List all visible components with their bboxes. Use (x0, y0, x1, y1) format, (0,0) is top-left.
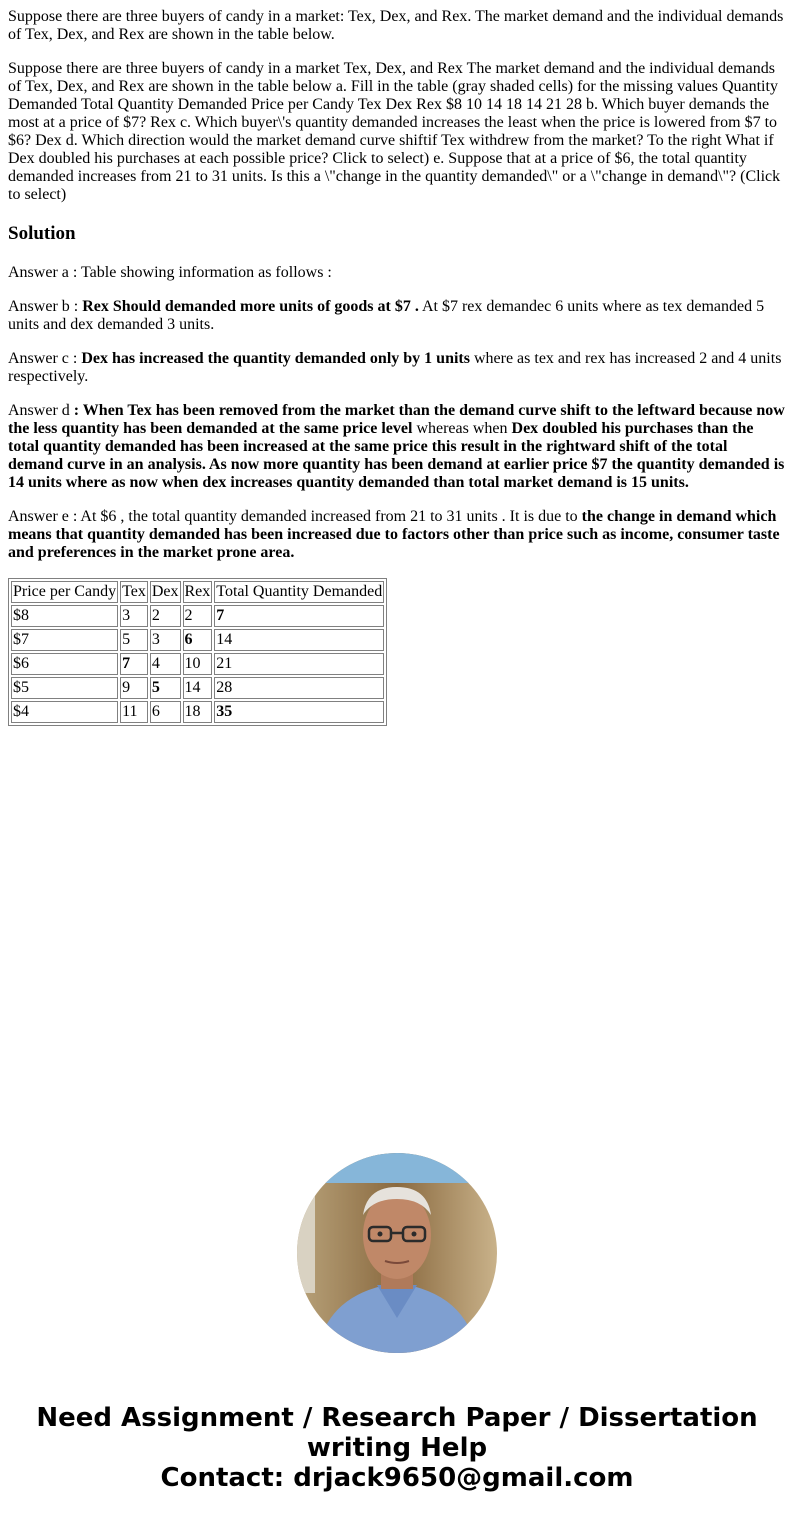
cell: 3 (120, 605, 148, 627)
table-row (11, 629, 384, 651)
cell-bold: 7 (216, 607, 225, 624)
answer-c-rest: where as tex and rex has increased 2 and 4 units respectively. (8, 350, 782, 385)
table-row (11, 701, 384, 723)
table-row (11, 605, 384, 627)
cell-bold: 5 (151, 679, 160, 696)
header-total: Total Quantity Demanded (214, 581, 384, 603)
cell: 21 (214, 653, 384, 675)
header-tex: Tex (120, 581, 148, 603)
cell-bold: 6 (184, 631, 193, 648)
header-price: Price per Candy (11, 581, 118, 603)
cell: 28 (214, 677, 384, 699)
answer-b (8, 298, 786, 334)
header-dex: Dex (150, 581, 181, 603)
header-rex: Rex (183, 581, 213, 603)
promo-line-2: writing Help (306, 1433, 488, 1463)
demand-table (8, 578, 387, 726)
table-header-row (11, 581, 384, 603)
cell (120, 653, 148, 675)
cell: 9 (120, 677, 148, 699)
answer-d-bold1: : When Tex has been removed from the market than the demand curve shift to the leftward because now the less quantity has been demanded at the same price level (8, 402, 785, 437)
cell: 14 (214, 629, 384, 651)
cell: 4 (150, 653, 181, 675)
question-intro: Suppose there are three buyers of candy in a market: Tex, Dex, and Rex. The market demand and the individual demands of Tex, Dex, and Rex are shown in the table below. (8, 8, 784, 43)
cell: 6 (150, 701, 181, 723)
promo-line-1: Need Assignment / Research Paper / Dissertation (36, 1403, 758, 1433)
table-row (11, 653, 384, 675)
author-avatar (297, 1153, 497, 1353)
question-full: Suppose there are three buyers of candy in a market Tex, Dex, and Rex The market demand and the individual demands of Tex, Dex, and Rex are shown in the table below a. Fill in the table (gray shaded cells) for the missing values Quantity Demanded Total Quantity Demanded Price per Candy Tex Dex Rex $8 10 14 18 14 21 28 b. Which buyer demands the most at a price of $7? Rex c. Which buyer\'s quantity demanded increases the least when the price is lowered from $7 to $6? Dex d. Which direction would the market demand curve shiftif Tex withdrew from the market? To the right What if Dex doubled his purchases at each possible price? Click to select) e. Suppose that at a price of $6, the total quantity demanded increases from 21 to 31 units. Is this a \"change in the quantity demanded\" or a \"change in demand\"? (Click to select) (8, 60, 781, 203)
table-row (11, 677, 384, 699)
answer-e-lead: Answer e : At $6 , the total quantity demanded increased from 21 to 31 units . It is due to (8, 508, 582, 525)
cell: $8 (11, 605, 118, 627)
cell: 3 (150, 629, 181, 651)
cell (214, 701, 384, 723)
document-body (8, 0, 786, 726)
cell: 10 (183, 653, 213, 675)
cell: 14 (183, 677, 213, 699)
answer-c (8, 350, 786, 386)
cell: $4 (11, 701, 118, 723)
answer-c-lead: Answer c : (8, 350, 82, 367)
cell (214, 605, 384, 627)
answer-c-bold: Dex has increased the quantity demanded only by 1 units (81, 350, 470, 367)
answer-a (8, 264, 786, 282)
cell: 5 (120, 629, 148, 651)
answer-d (8, 402, 786, 492)
answer-d-bold2: Dex doubled his purchases than the total quantity demanded has been increased at the same price this result in the rightward shift of the total demand curve in an analysis. As now more quantity has been demand at earlier price $7 the quantity demanded is 14 units where as now when dex increases quantity demanded than total market demand is 15 units. (8, 420, 785, 491)
cell: 18 (183, 701, 213, 723)
cell: $5 (11, 677, 118, 699)
solution-heading: Solution (8, 223, 76, 244)
answer-e-bold: the change in demand which means that quantity demanded has been increased due to factors other than price such as income, consumer taste and preferences in the market prone area. (8, 508, 780, 561)
cell-bold: 35 (216, 703, 233, 720)
cell-bold: 7 (122, 655, 131, 672)
promo-banner (0, 1403, 794, 1493)
answer-b-lead: Answer b : (8, 298, 83, 315)
answer-d-lead: Answer d (8, 402, 74, 419)
cell: 2 (183, 605, 213, 627)
author-portrait (297, 1153, 497, 1353)
cell: $6 (11, 653, 118, 675)
answer-d-mid: whereas when (412, 420, 512, 437)
answer-e (8, 508, 786, 562)
cell (150, 677, 181, 699)
cell (183, 629, 213, 651)
answer-a-lead: Answer a : Table showing information as follows : (8, 264, 332, 281)
cell: 11 (120, 701, 148, 723)
cell: $7 (11, 629, 118, 651)
answer-b-bold: Rex Should demanded more units of goods at $7 . (82, 298, 419, 315)
promo-contact: Contact: drjack9650@gmail.com (160, 1463, 634, 1493)
cell: 2 (150, 605, 181, 627)
answer-b-rest: At $7 rex demandec 6 units where as tex demanded 5 units and dex demanded 3 units. (8, 298, 765, 333)
